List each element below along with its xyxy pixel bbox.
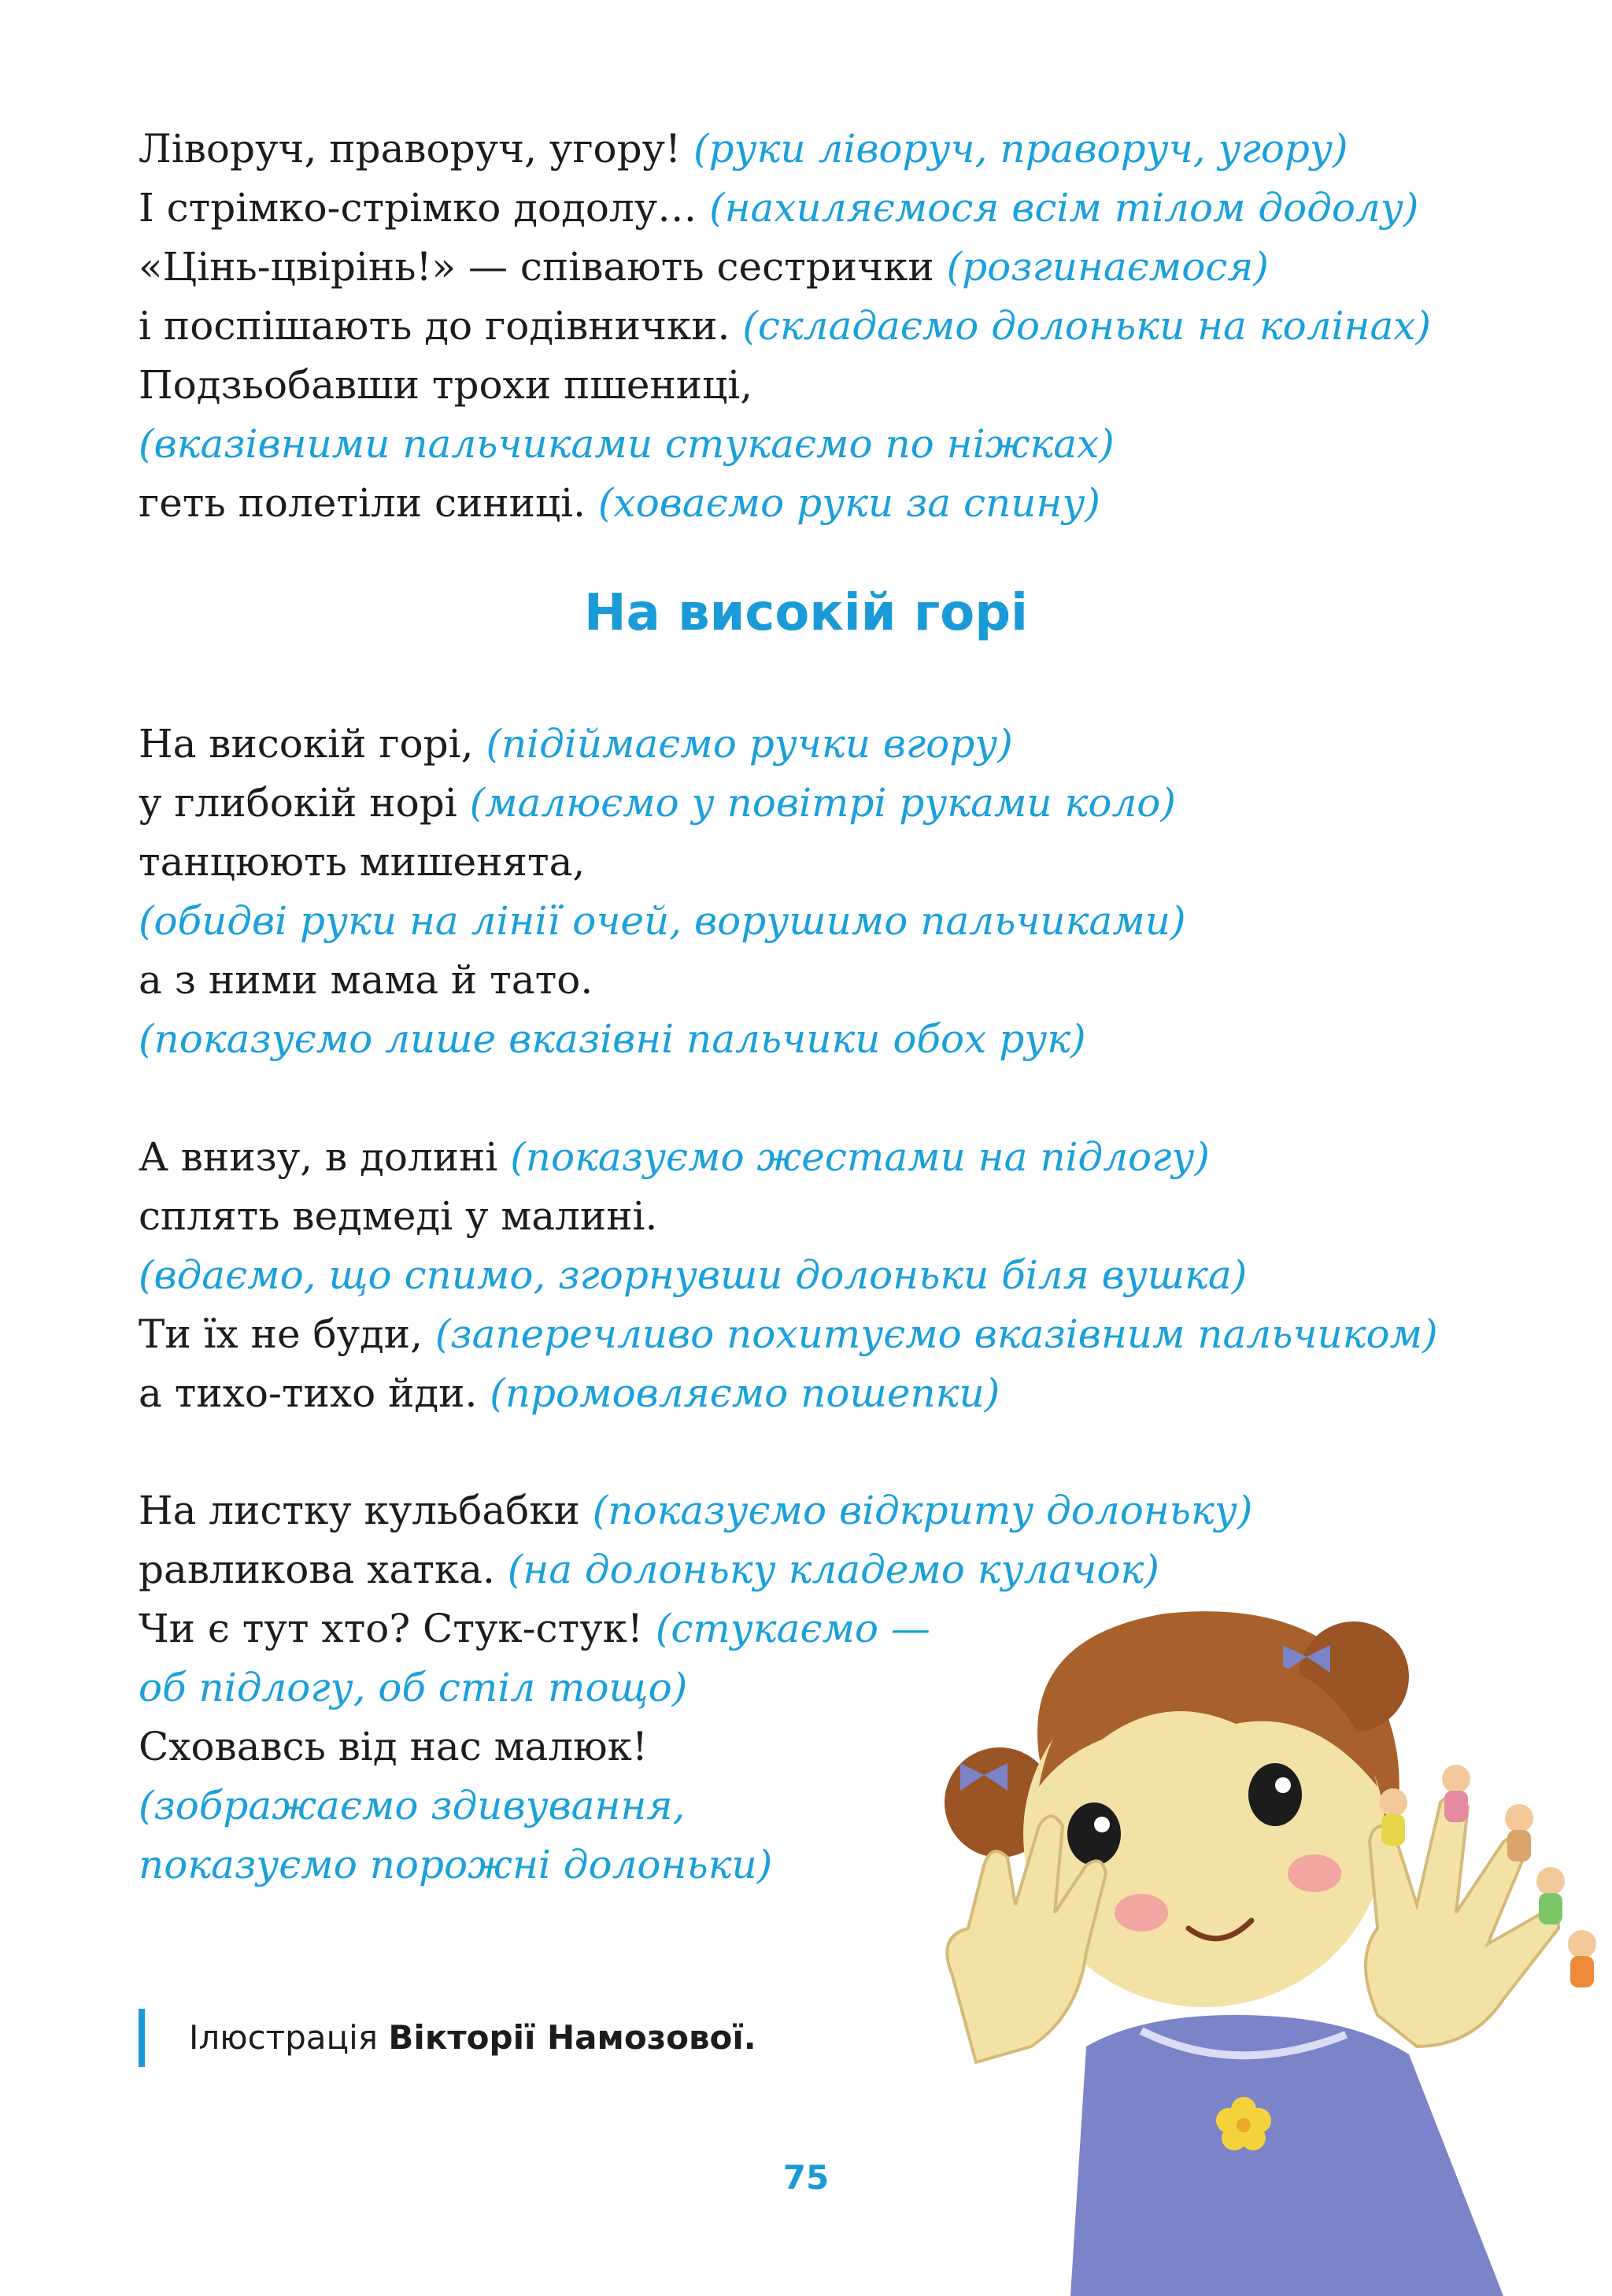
poem-line: [139, 1305, 1492, 1364]
poem-text: На листку кульбабки: [139, 1488, 593, 1533]
gesture-instruction: (розгинаємося): [946, 244, 1269, 290]
gesture-instruction: (руки ліворуч, праворуч, угору): [693, 126, 1348, 172]
gesture-instruction: (заперечливо похитуємо вказівним пальчиком): [434, 1311, 1438, 1357]
poem-line: [139, 1187, 1492, 1246]
gesture-instruction: (обидві руки на лінії очей, ворушимо пальчиками): [139, 898, 1186, 944]
gesture-instruction: (ховаємо руки за спину): [597, 480, 1100, 526]
gesture-instruction: (показуємо лише вказівні пальчики обох рук): [139, 1016, 1086, 1062]
poem-text: Чи є тут хто? Стук-стук!: [139, 1606, 656, 1651]
gesture-instruction: (зображаємо здивування,: [139, 1783, 686, 1828]
page-number: 75: [782, 2158, 830, 2197]
poem-text: танцюють мишенята,: [139, 839, 586, 885]
poem-text: а тихо-тихо йди.: [139, 1370, 490, 1416]
poem-text: І стрімко-стрімко додолу…: [139, 185, 710, 231]
poem-line: [139, 1246, 1492, 1305]
poem-line: [139, 715, 1492, 774]
poem-line: [139, 297, 1492, 356]
dress: [1070, 2015, 1503, 2296]
gesture-instruction: показуємо порожні долоньки): [139, 1842, 773, 1887]
gesture-instruction: (на долоньку кладемо кулачок): [507, 1547, 1159, 1592]
poem-line: [139, 238, 1492, 297]
poem-line: [139, 1364, 1492, 1423]
poem-text: Ліворуч, праворуч, угору!: [139, 126, 694, 172]
poem-text: Подзьобавши трохи пшениці,: [139, 362, 753, 408]
gesture-instruction: (вдаємо, що спимо, згорнувши долоньки біля вушка): [139, 1252, 1248, 1298]
cheek-right: [1288, 1854, 1341, 1892]
poem-text: геть полетіли синиці.: [139, 480, 598, 526]
poem-text: А внизу, в долині: [139, 1134, 511, 1180]
gesture-instruction: (малюємо у повітрі руками коло): [469, 780, 1176, 826]
poem-line: [139, 1540, 1492, 1599]
gesture-instruction: (нахиляємося всім тілом додолу): [709, 185, 1419, 231]
poem-text: і поспішають до годівнички.: [139, 303, 743, 349]
girl-illustration: [905, 1606, 1612, 2296]
gesture-instruction: (промовляємо пошепки): [490, 1370, 1000, 1416]
gesture-instruction: (вказівними пальчиками стукаємо по ніжках): [139, 421, 1115, 467]
poem-line: [139, 892, 1492, 951]
cheek-left: [1115, 1894, 1168, 1932]
poem-line: [139, 1481, 1492, 1540]
eye-right: [1248, 1763, 1302, 1826]
poem-text: Ти їх не буди,: [139, 1311, 435, 1357]
illustration-credit: [139, 2009, 756, 2067]
poem-text: равликова хатка.: [139, 1547, 508, 1592]
poem-stanza-2: [139, 1128, 1492, 1423]
poem-stanza-intro: [139, 120, 1492, 533]
poem-line: [139, 120, 1492, 179]
poem-line: [139, 1128, 1492, 1187]
poem-line: [139, 415, 1492, 474]
credit-prefix: Ілюстрація: [189, 2018, 389, 2057]
poem-line: [139, 951, 1492, 1010]
gesture-instruction: (складаємо долоньки на колінах): [742, 303, 1431, 349]
poem-stanza-1: [139, 715, 1492, 1069]
poem-text: а з ними мама й тато.: [139, 957, 593, 1003]
eye-left: [1067, 1802, 1121, 1865]
poem-line: [139, 833, 1492, 892]
poem-line: [139, 179, 1492, 238]
poem-line: [139, 774, 1492, 833]
poem-line: [139, 356, 1492, 415]
poem-text: Сховавсь від нас малюк!: [139, 1724, 648, 1769]
poem-title: На високій горі: [584, 584, 1028, 642]
poem-text: у глибокій норі: [139, 780, 470, 826]
gesture-instruction: (показуємо жестами на підлогу): [510, 1134, 1210, 1180]
poem-text: На високій горі,: [139, 721, 486, 767]
gesture-instruction: (показуємо відкриту долоньку): [592, 1488, 1253, 1533]
poem-line: [139, 474, 1492, 533]
credit-author: Вікторії Намозової.: [388, 2018, 756, 2057]
poem-line: [139, 1010, 1492, 1069]
gesture-instruction: (підіймаємо ручки вгору): [486, 721, 1013, 767]
gesture-instruction: (стукаємо —: [655, 1606, 930, 1651]
poem-text: «Цінь-цвірінь!» — співають сестрички: [139, 244, 947, 290]
gesture-instruction: об підлогу, об стіл тощо): [139, 1665, 688, 1710]
poem-text: сплять ведмеді у малині.: [139, 1193, 658, 1239]
